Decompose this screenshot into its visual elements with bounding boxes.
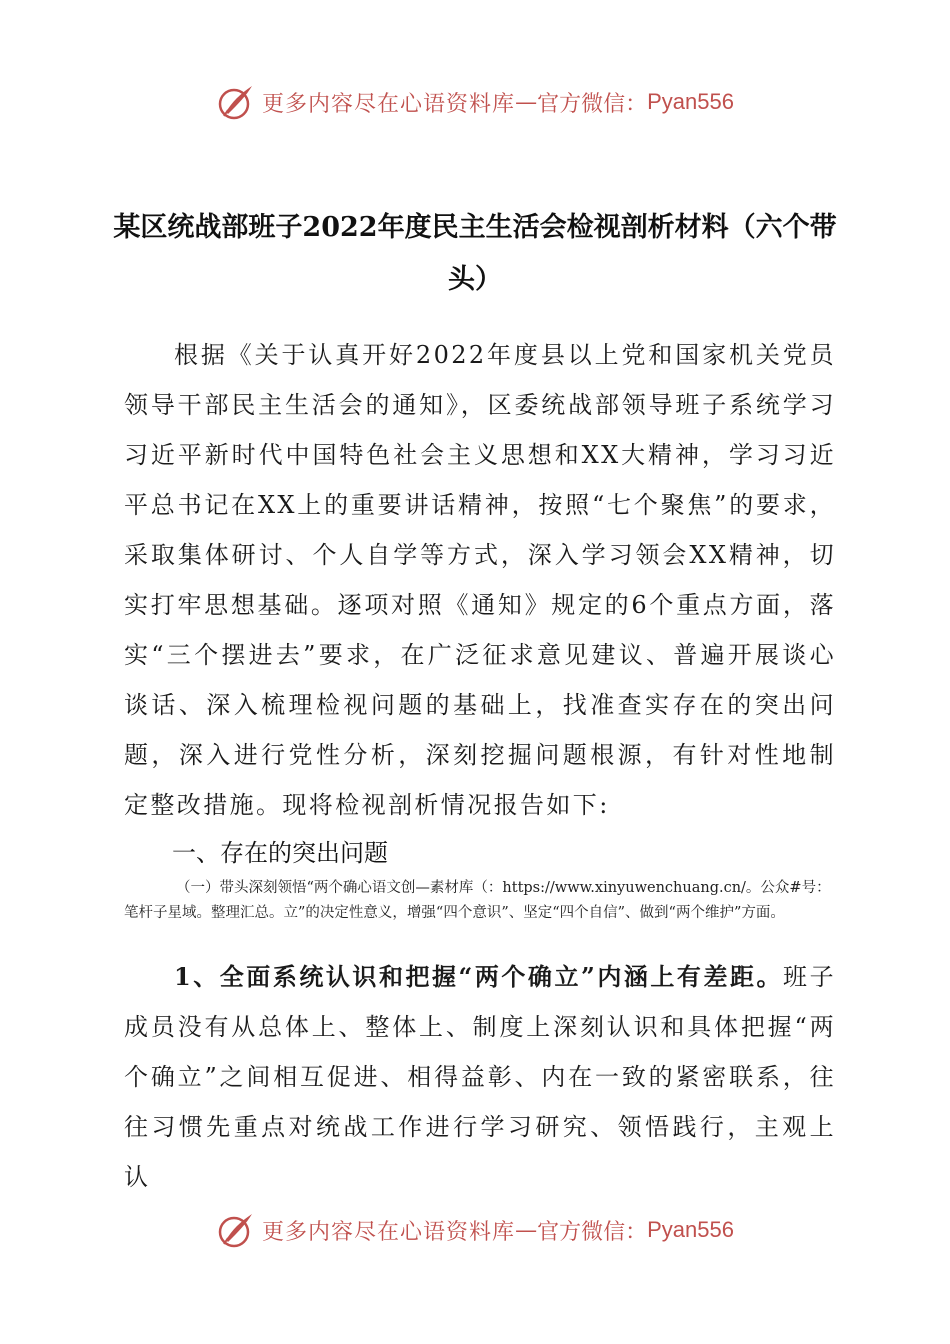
quill-logo-icon — [216, 82, 256, 122]
watermark-text: 更多内容尽在心语资料库 — [262, 1219, 516, 1245]
watermark-dash: — — [515, 1217, 538, 1243]
subsection-note: （一）带头深刻领悟“两个确心语文创—素材库（：https://www.xinyuwenchuang.cn/。公众#号：笔杆子星域。整理汇总。立”的决定性意义，增强“四个意识”、坚定“四个自信”、做到“两个维护”方面。 — [124, 880, 831, 921]
watermark-dash: — — [515, 89, 538, 115]
intro-paragraph: 根据《关于认真开好2022年度县以上党和国家机关党员领导干部民主生活会的通知》，区委统战部领导班子系统学习习近平新时代中国特色社会主义思想和XX大精神，学习习近平总书记在XX上的重要讲话精神，按照“七个聚焦”的要求，采取集体研讨、个人自学等方式，深入学习领会XX精神，切实打牢思想基础。逐项对照《通知》规定的6个重点方面，落实“三个摆进去”要求，在广泛征求意见建议、普遍开展谈心谈话、深入梳理检视问题的基础上，找准查实存在的突出问题，深入进行党性分析，深刻挖掘问题根源，有针对性地制定整改措施。现将检视剖析情况报告如下: — [124, 341, 836, 819]
watermark-banner-bottom — [0, 1208, 950, 1252]
watermark-wechat-id: Pyan556 — [647, 1217, 734, 1242]
watermark-banner-top — [0, 80, 950, 124]
point1-paragraph — [124, 952, 836, 1202]
document-title: 某区统战部班子2022年度民主生活会检视剖析材料（六个带头） — [113, 212, 837, 295]
watermark-label: 官方微信： — [537, 1219, 648, 1245]
watermark-wechat-id: Pyan556 — [647, 89, 734, 114]
point1-heading: 1、全面系统认识和把握“两个确立”内涵上有差距。 — [174, 962, 784, 991]
section-heading: 一、存在的突出问题 — [172, 839, 388, 867]
watermark-text: 更多内容尽在心语资料库 — [262, 91, 516, 117]
quill-logo-icon — [216, 1210, 256, 1250]
watermark-label: 官方微信： — [537, 91, 648, 117]
point1-text: 班子成员没有从总体上、整体上、制度上深刻认识和具体把握“两个确立”之间相互促进、相得益彰、内在一致的紧密联系，往往习惯先重点对统战工作进行学习研究、领悟践行，主观上认 — [124, 963, 836, 1191]
